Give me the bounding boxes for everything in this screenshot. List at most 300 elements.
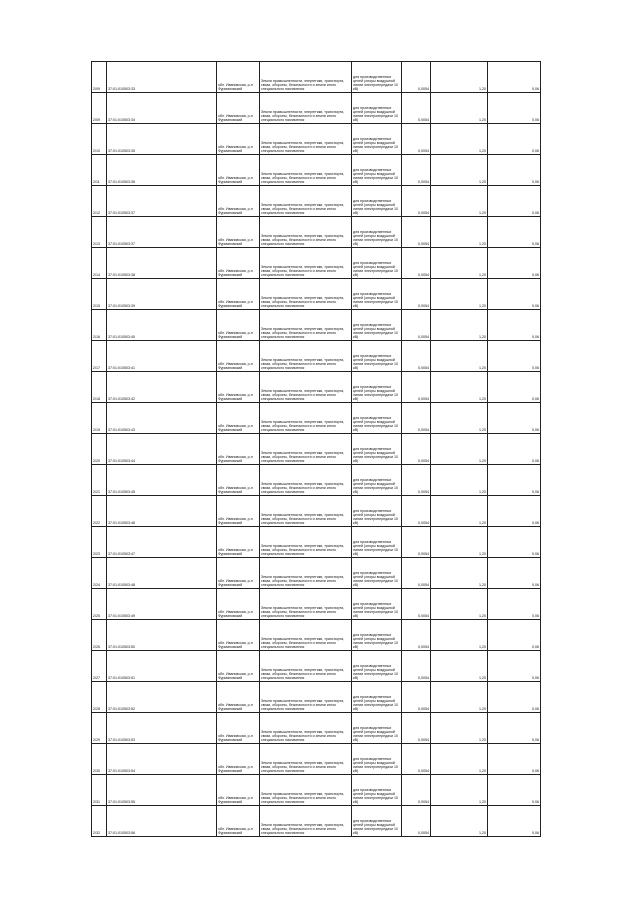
table-row xyxy=(92,775,541,806)
area-value: 0,0054 xyxy=(418,148,429,153)
tax-value: 0,06 xyxy=(532,799,539,804)
rate-cell xyxy=(431,124,488,154)
permitted-use: для производственных целей (опоры воздушной линии электропередачи 10 кВ) xyxy=(353,632,398,649)
area-cell xyxy=(402,186,431,216)
row-number: 2/24 xyxy=(93,582,100,587)
address: обл. Ивановская, р-н Фурмановский xyxy=(218,671,253,680)
area-cell xyxy=(402,465,431,495)
cadastral-number: 37:01:010503:44 xyxy=(108,458,135,463)
land-category-cell xyxy=(260,713,352,743)
row-number: 2/26 xyxy=(93,644,100,649)
row-number: 2/19 xyxy=(93,427,100,432)
area-cell xyxy=(402,713,431,743)
table-row xyxy=(92,496,541,527)
address-cell xyxy=(217,434,260,464)
tax-value: 0,06 xyxy=(532,427,539,432)
land-category-cell xyxy=(260,589,352,619)
permitted-use-cell xyxy=(352,434,402,464)
area-value: 0,0054 xyxy=(418,489,429,494)
permitted-use-cell xyxy=(352,124,402,154)
permitted-use-cell xyxy=(352,465,402,495)
row-number-cell xyxy=(92,744,107,774)
rate-cell xyxy=(431,465,488,495)
address-cell xyxy=(217,62,260,92)
land-category: Земли промышленности, энергетики, транспорта, связи, обороны, безопасности и земли иного специального назначения xyxy=(261,357,345,370)
permitted-use-cell xyxy=(352,93,402,123)
row-number-cell xyxy=(92,310,107,340)
cadastral-number-cell xyxy=(107,465,217,495)
cadastral-number: 37:01:010503:37 xyxy=(108,241,135,246)
land-category-cell xyxy=(260,651,352,681)
land-category: Земли промышленности, энергетики, транспорта, связи, обороны, безопасности и земли иного специального назначения xyxy=(261,543,345,556)
land-category: Земли промышленности, энергетики, транспорта, связи, обороны, безопасности и земли иного специального назначения xyxy=(261,264,345,277)
row-number-cell xyxy=(92,682,107,712)
tax-value: 0,06 xyxy=(532,117,539,122)
tax-value: 0,06 xyxy=(532,582,539,587)
area-cell xyxy=(402,279,431,309)
address: обл. Ивановская, р-н Фурмановский xyxy=(218,330,253,339)
land-category-cell xyxy=(260,372,352,402)
land-category-cell xyxy=(260,186,352,216)
permitted-use-cell xyxy=(352,589,402,619)
area-value: 0,0054 xyxy=(418,272,429,277)
tax-cell xyxy=(488,310,541,340)
land-category: Земли промышленности, энергетики, транспорта, связи, обороны, безопасности и земли иного специального назначения xyxy=(261,295,345,308)
permitted-use: для производственных целей (опоры воздушной линии электропередачи 10 кВ) xyxy=(353,787,398,804)
rate-value: 1,20 xyxy=(479,458,486,463)
address: обл. Ивановская, р-н Фурмановский xyxy=(218,268,253,277)
row-number: 2/17 xyxy=(93,365,100,370)
area-value: 0,0054 xyxy=(418,241,429,246)
row-number: 2/18 xyxy=(93,396,100,401)
cadastral-number: 37:01:010503:40 xyxy=(108,334,135,339)
rate-value: 1,20 xyxy=(479,644,486,649)
area-cell xyxy=(402,775,431,805)
cadastral-number: 37:01:010503:43 xyxy=(108,427,135,432)
permitted-use: для производственных целей (опоры воздушной линии электропередачи 10 кВ) xyxy=(353,601,398,618)
land-category: Земли промышленности, энергетики, транспорта, связи, обороны, безопасности и земли иного специального назначения xyxy=(261,419,345,432)
land-category: Земли промышленности, энергетики, транспорта, связи, обороны, безопасности и земли иного специального назначения xyxy=(261,326,345,339)
rate-value: 1,20 xyxy=(479,86,486,91)
land-category-cell xyxy=(260,558,352,588)
row-number: 2/32 xyxy=(93,830,100,835)
rate-cell xyxy=(431,434,488,464)
tax-value: 0,06 xyxy=(532,148,539,153)
cadastral-number-cell xyxy=(107,341,217,371)
permitted-use-cell xyxy=(352,217,402,247)
land-category: Земли промышленности, энергетики, транспорта, связи, обороны, безопасности и земли иного специального назначения xyxy=(261,202,345,215)
land-category-cell xyxy=(260,744,352,774)
rate-value: 1,20 xyxy=(479,427,486,432)
cadastral-number: 37:01:010503:45 xyxy=(108,489,135,494)
tax-value: 0,06 xyxy=(532,458,539,463)
permitted-use: для производственных целей (опоры воздушной линии электропередачи 10 кВ) xyxy=(353,384,398,401)
land-category: Земли промышленности, энергетики, транспорта, связи, обороны, безопасности и земли иного специального назначения xyxy=(261,109,345,122)
cadastral-number: 37:01:010503:37 xyxy=(108,210,135,215)
address-cell xyxy=(217,155,260,185)
address: обл. Ивановская, р-н Фурмановский xyxy=(218,640,253,649)
table-row xyxy=(92,310,541,341)
cadastral-number: 37:01:010503:42 xyxy=(108,396,135,401)
cadastral-number-cell xyxy=(107,248,217,278)
table-row xyxy=(92,620,541,651)
row-number: 2/09 xyxy=(93,117,100,122)
row-number: 2/09 xyxy=(93,86,100,91)
cadastral-number-cell xyxy=(107,589,217,619)
rate-cell xyxy=(431,372,488,402)
land-category: Земли промышленности, энергетики, транспорта, связи, обороны, безопасности и земли иного специального назначения xyxy=(261,233,345,246)
area-cell xyxy=(402,558,431,588)
tax-value: 0,06 xyxy=(532,272,539,277)
tax-cell xyxy=(488,651,541,681)
row-number-cell xyxy=(92,558,107,588)
land-category: Земли промышленности, энергетики, транспорта, связи, обороны, безопасности и земли иного специального назначения xyxy=(261,574,345,587)
row-number: 2/16 xyxy=(93,334,100,339)
cadastral-number-cell xyxy=(107,713,217,743)
address-cell xyxy=(217,527,260,557)
table-row xyxy=(92,186,541,217)
tax-value: 0,06 xyxy=(532,613,539,618)
land-category: Земли промышленности, энергетики, транспорта, связи, обороны, безопасности и земли иного специального назначения xyxy=(261,636,345,649)
cadastral-number: 37:01:010503:46 xyxy=(108,520,135,525)
cadastral-number: 37:01:010503:56 xyxy=(108,830,135,835)
permitted-use: для производственных целей (опоры воздушной линии электропередачи 10 кВ) xyxy=(353,663,398,680)
cadastral-number: 37:01:010503:55 xyxy=(108,799,135,804)
address-cell xyxy=(217,496,260,526)
rate-value: 1,20 xyxy=(479,582,486,587)
permitted-use: для производственных целей (опоры воздушной линии электропередачи 10 кВ) xyxy=(353,694,398,711)
area-cell xyxy=(402,527,431,557)
address: обл. Ивановская, р-н Фурмановский xyxy=(218,175,253,184)
cadastral-number: 37:01:010503:49 xyxy=(108,613,135,618)
row-number: 2/27 xyxy=(93,675,100,680)
table-row xyxy=(92,558,541,589)
cadastral-number: 37:01:010503:39 xyxy=(108,303,135,308)
permitted-use-cell xyxy=(352,620,402,650)
address: обл. Ивановская, р-н Фурмановский xyxy=(218,578,253,587)
rate-cell xyxy=(431,589,488,619)
cadastral-number: 37:01:010503:50 xyxy=(108,644,135,649)
land-category-cell xyxy=(260,93,352,123)
address-cell xyxy=(217,124,260,154)
tax-value: 0,06 xyxy=(532,675,539,680)
permitted-use: для производственных целей (опоры воздушной линии электропередачи 10 кВ) xyxy=(353,570,398,587)
permitted-use-cell xyxy=(352,341,402,371)
row-number: 2/10 xyxy=(93,148,100,153)
row-number-cell xyxy=(92,186,107,216)
row-number: 2/31 xyxy=(93,799,100,804)
address: обл. Ивановская, р-н Фурмановский xyxy=(218,82,253,91)
permitted-use-cell xyxy=(352,279,402,309)
address-cell xyxy=(217,713,260,743)
land-category-cell xyxy=(260,124,352,154)
area-cell xyxy=(402,155,431,185)
tax-cell xyxy=(488,403,541,433)
permitted-use-cell xyxy=(352,806,402,836)
rate-value: 1,20 xyxy=(479,768,486,773)
row-number: 2/23 xyxy=(93,551,100,556)
address: обл. Ивановская, р-н Фурмановский xyxy=(218,826,253,835)
tax-value: 0,06 xyxy=(532,768,539,773)
area-cell xyxy=(402,744,431,774)
table-row xyxy=(92,279,541,310)
area-value: 0,0054 xyxy=(418,737,429,742)
row-number-cell xyxy=(92,434,107,464)
rate-value: 1,20 xyxy=(479,830,486,835)
tax-value: 0,06 xyxy=(532,396,539,401)
cadastral-number-cell xyxy=(107,527,217,557)
rate-value: 1,20 xyxy=(479,799,486,804)
tax-value: 0,06 xyxy=(532,706,539,711)
permitted-use: для производственных целей (опоры воздушной линии электропередачи 10 кВ) xyxy=(353,74,398,91)
tax-value: 0,06 xyxy=(532,210,539,215)
row-number: 2/28 xyxy=(93,706,100,711)
address-cell xyxy=(217,372,260,402)
rate-cell xyxy=(431,186,488,216)
cadastral-number-cell xyxy=(107,155,217,185)
rate-cell xyxy=(431,93,488,123)
tax-value: 0,06 xyxy=(532,644,539,649)
rate-value: 1,20 xyxy=(479,396,486,401)
row-number-cell xyxy=(92,775,107,805)
land-category: Земли промышленности, энергетики, транспорта, связи, обороны, безопасности и земли иного специального назначения xyxy=(261,171,345,184)
area-cell xyxy=(402,806,431,836)
tax-value: 0,06 xyxy=(532,334,539,339)
tax-value: 0,06 xyxy=(532,303,539,308)
area-cell xyxy=(402,93,431,123)
rate-cell xyxy=(431,155,488,185)
row-number-cell xyxy=(92,62,107,92)
rate-value: 1,20 xyxy=(479,737,486,742)
rate-value: 1,20 xyxy=(479,148,486,153)
rate-value: 1,20 xyxy=(479,706,486,711)
tax-cell xyxy=(488,434,541,464)
rate-value: 1,20 xyxy=(479,489,486,494)
row-number-cell xyxy=(92,93,107,123)
cadastral-number: 37:01:010503:53 xyxy=(108,737,135,742)
permitted-use-cell xyxy=(352,372,402,402)
permitted-use: для производственных целей (опоры воздушной линии электропередачи 10 кВ) xyxy=(353,260,398,277)
address: обл. Ивановская, р-н Фурмановский xyxy=(218,609,253,618)
rate-cell xyxy=(431,496,488,526)
table-row xyxy=(92,527,541,558)
tax-cell xyxy=(488,465,541,495)
rate-value: 1,20 xyxy=(479,117,486,122)
land-category-cell xyxy=(260,434,352,464)
address-cell xyxy=(217,806,260,836)
row-number-cell xyxy=(92,620,107,650)
area-cell xyxy=(402,372,431,402)
cadastral-number-cell xyxy=(107,775,217,805)
area-value: 0,0054 xyxy=(418,768,429,773)
address-cell xyxy=(217,186,260,216)
area-value: 0,0054 xyxy=(418,427,429,432)
tax-cell xyxy=(488,589,541,619)
cadastral-number-cell xyxy=(107,558,217,588)
rate-cell xyxy=(431,775,488,805)
cadastral-number-cell xyxy=(107,651,217,681)
permitted-use: для производственных целей (опоры воздушной линии электропередачи 10 кВ) xyxy=(353,508,398,525)
tax-cell xyxy=(488,713,541,743)
land-category-cell xyxy=(260,775,352,805)
address: обл. Ивановская, р-н Фурмановский xyxy=(218,516,253,525)
area-value: 0,0054 xyxy=(418,86,429,91)
land-category-cell xyxy=(260,527,352,557)
area-value: 0,0054 xyxy=(418,179,429,184)
area-value: 0,0054 xyxy=(418,303,429,308)
area-value: 0,0054 xyxy=(418,365,429,370)
permitted-use-cell xyxy=(352,527,402,557)
rate-cell xyxy=(431,403,488,433)
address-cell xyxy=(217,620,260,650)
land-category: Земли промышленности, энергетики, транспорта, связи, обороны, безопасности и земли иного специального назначения xyxy=(261,78,345,91)
permitted-use: для производственных целей (опоры воздушной линии электропередачи 10 кВ) xyxy=(353,105,398,122)
cadastral-number-cell xyxy=(107,62,217,92)
rate-cell xyxy=(431,62,488,92)
area-cell xyxy=(402,62,431,92)
land-category-cell xyxy=(260,465,352,495)
cadastral-number: 37:01:010503:52 xyxy=(108,706,135,711)
address: обл. Ивановская, р-н Фурмановский xyxy=(218,702,253,711)
permitted-use: для производственных целей (опоры воздушной линии электропередачи 10 кВ) xyxy=(353,136,398,153)
land-category: Земли промышленности, энергетики, транспорта, связи, обороны, безопасности и земли иного специального назначения xyxy=(261,822,345,835)
area-cell xyxy=(402,682,431,712)
address-cell xyxy=(217,341,260,371)
tax-cell xyxy=(488,372,541,402)
cadastral-number-cell xyxy=(107,744,217,774)
address-cell xyxy=(217,310,260,340)
cadastral-number-cell xyxy=(107,279,217,309)
permitted-use: для производственных целей (опоры воздушной линии электропередачи 10 кВ) xyxy=(353,756,398,773)
permitted-use-cell xyxy=(352,62,402,92)
address-cell xyxy=(217,403,260,433)
address: обл. Ивановская, р-н Фурмановский xyxy=(218,299,253,308)
area-cell xyxy=(402,310,431,340)
address-cell xyxy=(217,248,260,278)
area-value: 0,0054 xyxy=(418,582,429,587)
rate-cell xyxy=(431,217,488,247)
permitted-use: для производственных целей (опоры воздушной линии электропередачи 10 кВ) xyxy=(353,229,398,246)
table-row xyxy=(92,217,541,248)
land-category: Земли промышленности, энергетики, транспорта, связи, обороны, безопасности и земли иного специального назначения xyxy=(261,729,345,742)
address-cell xyxy=(217,682,260,712)
address-cell xyxy=(217,217,260,247)
permitted-use-cell xyxy=(352,651,402,681)
tax-value: 0,06 xyxy=(532,737,539,742)
row-number-cell xyxy=(92,403,107,433)
table-row xyxy=(92,744,541,775)
land-category: Земли промышленности, энергетики, транспорта, связи, обороны, безопасности и земли иного специального назначения xyxy=(261,667,345,680)
land-category-cell xyxy=(260,217,352,247)
table-row xyxy=(92,713,541,744)
tax-cell xyxy=(488,124,541,154)
row-number: 2/29 xyxy=(93,737,100,742)
address: обл. Ивановская, р-н Фурмановский xyxy=(218,144,253,153)
row-number: 2/20 xyxy=(93,458,100,463)
rate-cell xyxy=(431,310,488,340)
tax-cell xyxy=(488,806,541,836)
address: обл. Ивановская, р-н Фурмановский xyxy=(218,237,253,246)
area-cell xyxy=(402,124,431,154)
cadastral-number-cell xyxy=(107,403,217,433)
row-number: 2/25 xyxy=(93,613,100,618)
rate-value: 1,20 xyxy=(479,365,486,370)
address: обл. Ивановская, р-н Фурмановский xyxy=(218,423,253,432)
address-cell xyxy=(217,93,260,123)
area-cell xyxy=(402,217,431,247)
tax-value: 0,06 xyxy=(532,241,539,246)
table-row xyxy=(92,62,541,93)
cadastral-number: 37:01:010503:35 xyxy=(108,148,135,153)
land-category-cell xyxy=(260,806,352,836)
tax-value: 0,06 xyxy=(532,365,539,370)
tax-cell xyxy=(488,775,541,805)
row-number-cell xyxy=(92,589,107,619)
cadastral-number: 37:01:010503:54 xyxy=(108,768,135,773)
tax-value: 0,06 xyxy=(532,86,539,91)
tax-value: 0,06 xyxy=(532,520,539,525)
address: обл. Ивановская, р-н Фурмановский xyxy=(218,113,253,122)
area-value: 0,0054 xyxy=(418,799,429,804)
address: обл. Ивановская, р-н Фурмановский xyxy=(218,206,253,215)
area-value: 0,0054 xyxy=(418,644,429,649)
row-number-cell xyxy=(92,279,107,309)
land-category: Земли промышленности, энергетики, транспорта, связи, обороны, безопасности и земли иного специального назначения xyxy=(261,140,345,153)
cadastral-number: 37:01:010503:41 xyxy=(108,365,135,370)
permitted-use-cell xyxy=(352,310,402,340)
area-value: 0,0054 xyxy=(418,117,429,122)
land-category-cell xyxy=(260,496,352,526)
rate-cell xyxy=(431,279,488,309)
permitted-use: для производственных целей (опоры воздушной линии электропередачи 10 кВ) xyxy=(353,415,398,432)
tax-value: 0,06 xyxy=(532,179,539,184)
permitted-use: для производственных целей (опоры воздушной линии электропередачи 10 кВ) xyxy=(353,167,398,184)
land-category-cell xyxy=(260,279,352,309)
tax-cell xyxy=(488,496,541,526)
cadastral-number-cell xyxy=(107,93,217,123)
cadastral-number-cell xyxy=(107,620,217,650)
cadastral-number-cell xyxy=(107,310,217,340)
land-category: Земли промышленности, энергетики, транспорта, связи, обороны, безопасности и земли иного специального назначения xyxy=(261,698,345,711)
tax-value: 0,06 xyxy=(532,830,539,835)
area-cell xyxy=(402,341,431,371)
cadastral-number: 37:01:010503:36 xyxy=(108,179,135,184)
permitted-use-cell xyxy=(352,558,402,588)
address: обл. Ивановская, р-н Фурмановский xyxy=(218,485,253,494)
rate-cell xyxy=(431,341,488,371)
table-row xyxy=(92,403,541,434)
tax-cell xyxy=(488,341,541,371)
rate-cell xyxy=(431,558,488,588)
rate-value: 1,20 xyxy=(479,334,486,339)
tax-cell xyxy=(488,744,541,774)
area-cell xyxy=(402,651,431,681)
permitted-use-cell xyxy=(352,775,402,805)
cadastral-number: 37:01:010503:48 xyxy=(108,582,135,587)
rate-value: 1,20 xyxy=(479,675,486,680)
land-category-cell xyxy=(260,403,352,433)
permitted-use: для производственных целей (опоры воздушной линии электропередачи 10 кВ) xyxy=(353,322,398,339)
table-row xyxy=(92,93,541,124)
table-row xyxy=(92,341,541,372)
address-cell xyxy=(217,465,260,495)
land-category-cell xyxy=(260,62,352,92)
row-number: 2/14 xyxy=(93,272,100,277)
tax-cell xyxy=(488,527,541,557)
area-cell xyxy=(402,620,431,650)
permitted-use-cell xyxy=(352,155,402,185)
rate-cell xyxy=(431,620,488,650)
